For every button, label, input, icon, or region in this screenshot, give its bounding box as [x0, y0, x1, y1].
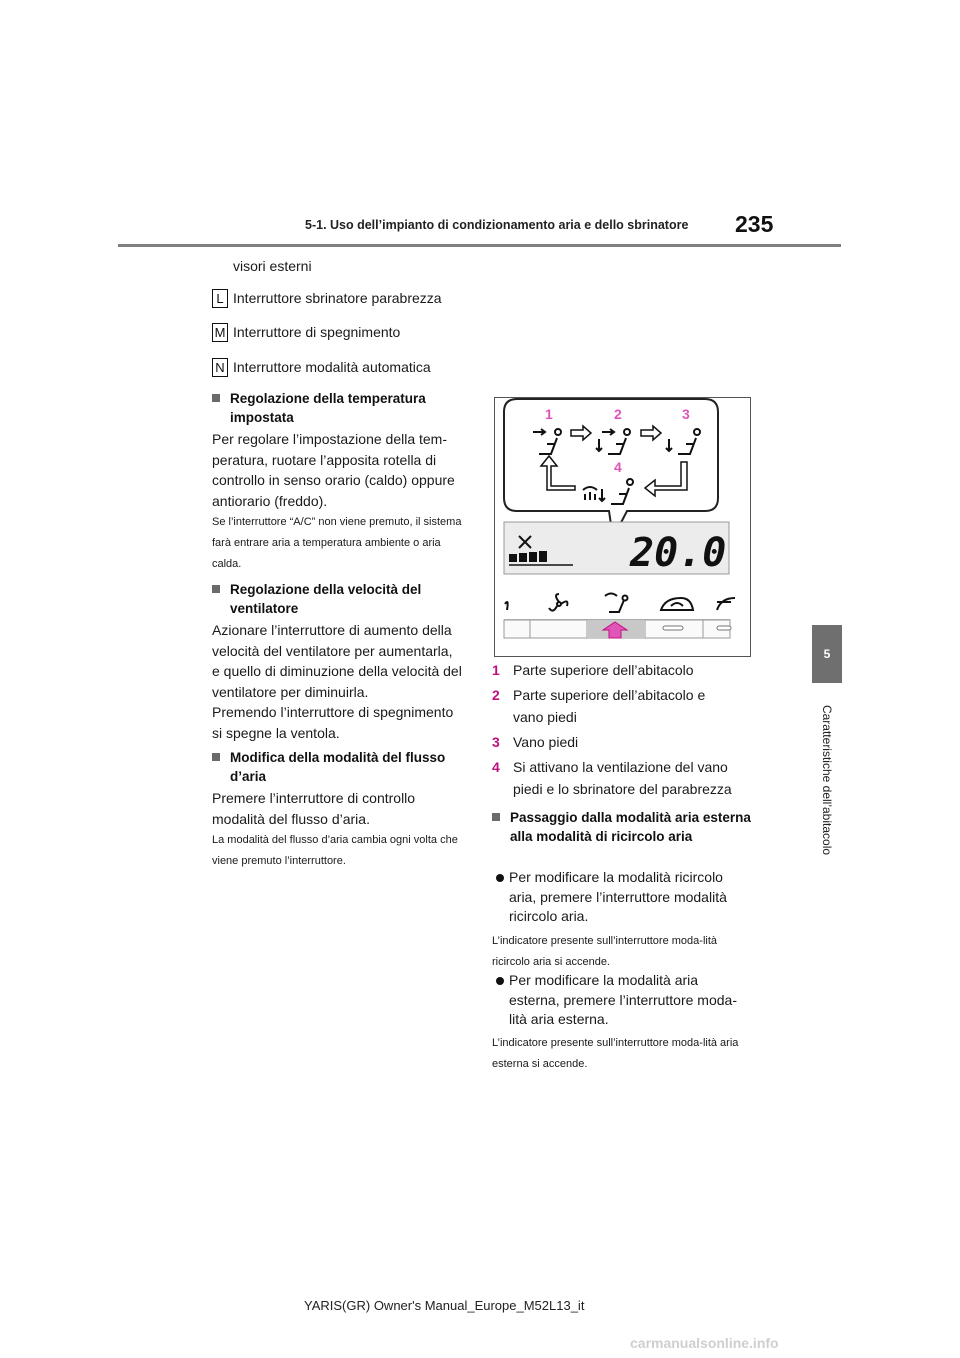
mode-item-2: 2 Parte superiore dell’abitacolo e vano piedi — [492, 687, 706, 725]
round-bullet-icon — [496, 874, 504, 882]
callout-number-1: 1 — [545, 406, 553, 422]
watermark: carmanualsonline.info — [630, 1335, 779, 1351]
climate-panel-illustration — [495, 398, 750, 656]
fan-speed-body: Azionare l’interruttore di aumento della velocità del ventilatore per aumentarla, e quello di diminuzione della velocità del ventilatore per diminuirla. — [212, 622, 462, 700]
airflow-mode-figure — [494, 397, 751, 657]
fan-level-bar — [529, 552, 537, 562]
bullet-recirculation: Per modificare la modalità ricircolo aria, premere l’interruttore modalità ricircolo aria. — [492, 868, 750, 927]
temperature-readout: 20.0 — [630, 530, 727, 576]
outside-air-button-icon — [717, 598, 735, 610]
airflow-mode-button-icon — [605, 594, 628, 613]
continued-text: visori esterni — [233, 258, 312, 274]
footer-manual-id: YARIS(GR) Owner's Manual_Europe_M52L13_it — [304, 1298, 585, 1313]
square-bullet-icon — [212, 394, 220, 402]
fan-level-bar — [539, 551, 547, 562]
fan-button-icon — [549, 594, 567, 611]
mode-item-4: 4 Si attivano la ventilazione del vano piedi e lo sbrinatore del parabrezza — [492, 759, 732, 797]
heading-fan-speed: Regolazione della velocità del ventilatore — [212, 580, 464, 618]
heading-recirculation: Passaggio dalla modalità aria esterna alla modalità di ricircolo aria — [492, 808, 754, 846]
heading-airflow-mode: Modifica della modalità del flusso d’aria — [212, 748, 464, 786]
key-label-n: N — [212, 358, 228, 377]
page-number: 235 — [735, 211, 774, 237]
bullet-outside-air: Per modificare la modalità aria esterna, premere l’interruttore moda-lità aria esterna. — [492, 971, 750, 1030]
outside-air-note: L’indicatore presente sull’interruttore moda-lità aria esterna si accende. — [492, 1037, 739, 1070]
callout-number-2: 2 — [614, 406, 622, 422]
mode-item-1: 1 Parte superiore dell’abitacolo — [492, 662, 694, 678]
square-bullet-icon — [212, 753, 220, 761]
header-divider — [118, 244, 841, 247]
round-bullet-icon — [496, 977, 504, 985]
chapter-title: Caratteristiche dell’abitacolo — [820, 704, 835, 856]
section-title: 5-1. Uso dell’impianto di condizionamento aria e dello sbrinatore — [305, 218, 689, 232]
chapter-tab[interactable]: 5 — [812, 625, 842, 683]
callout-number-4: 4 — [614, 459, 622, 475]
indicator-light — [717, 626, 731, 630]
chapter-title-vertical — [800, 690, 855, 870]
fan-speed-body-2: Premendo l’interruttore di spegnimento si spegne la ventola. — [212, 704, 454, 741]
callout-number-3: 3 — [682, 406, 690, 422]
square-bullet-icon — [212, 585, 220, 593]
fan-level-bar — [519, 553, 527, 562]
airflow-mode-body: Premere l’interruttore di controllo modalità del flusso d’aria. — [212, 790, 416, 827]
recirculation-button-icon — [661, 598, 693, 610]
recirculation-note: L’indicatore presente sull’interruttore moda-lità ricircolo aria si accende. — [492, 935, 718, 968]
partial-button-icon — [505, 602, 508, 610]
airflow-mode-note: La modalità del flusso d’aria cambia ogni volta che viene premuto l’interruttore. — [212, 834, 458, 867]
item-m-label: Interruttore di spegnimento — [233, 324, 401, 340]
heading-temperature: Regolazione della temperatura impostata — [212, 389, 464, 427]
key-label-l: L — [212, 289, 228, 308]
indicator-light — [663, 626, 683, 630]
temperature-note: Se l’interruttore “A/C” non viene premuto, il sistema farà entrare aria a temperatura ambiente o aria calda. — [212, 516, 462, 570]
mode-item-3: 3 Vano piedi — [492, 734, 579, 750]
square-bullet-icon — [492, 813, 500, 821]
fan-level-bar — [509, 554, 517, 562]
key-label-m: M — [212, 323, 228, 342]
temperature-body: Per regolare l’impostazione della tem-peratura, ruotare l’apposita rotella di controllo in senso orario (caldo) oppure antiorario (freddo). — [212, 431, 455, 509]
item-n-label: Interruttore modalità automatica — [233, 359, 431, 375]
item-l-label: Interruttore sbrinatore parabrezza — [233, 290, 442, 306]
